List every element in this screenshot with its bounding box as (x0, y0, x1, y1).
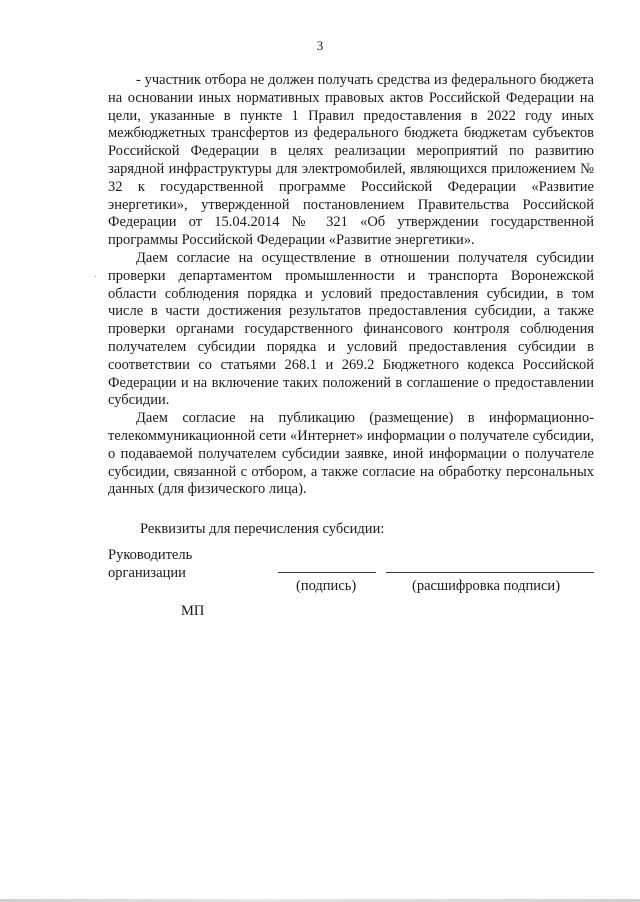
stamp-label: МП (181, 603, 205, 619)
paragraph-audit-consent: Даем согласие на осуществление в отношении получателя субсидии проверки департаментом промышленности и транспорта Воронежской области соблюдения порядка и условий предоставления субсидии, в том числе в части достижения результатов предоставления субсидии, а также проверки органами государственного финансового контроля соблюдения получателем субсидии порядка и условий предоставления субсидии в соответствии со статьями 268.1 и 269.2 Бюджетного кодекса Российской Федерации и на включение таких положений в соглашение о предоставлении субсидии. (108, 249, 594, 409)
signature-line (278, 572, 376, 573)
margin-mark (95, 276, 96, 277)
paragraph-publication-consent: Даем согласие на публикацию (размещение) в информационно-телекоммуникационной сети «Интернет» информации о получателе субсидии, о подаваемой получателем субсидии заявке, иной информации о получателе субсидии, связанной с отбором, а также согласие на обработку персональных данных (для физического лица). (108, 410, 594, 498)
head-of-organization-label: Руководитель организации (108, 547, 193, 581)
signature-transcript-caption: (расшифровка подписи) (412, 578, 561, 594)
signature-transcript-line (386, 572, 594, 573)
document-body (108, 72, 594, 499)
page-number: 3 (316, 38, 324, 53)
paragraph-participant-condition: - участник отбора не должен получать средства из федерального бюджета на основании иных нормативных правовых актов Российской Федерации на цели, указанные в пункте 1 Правил предоставления в 2022 году иных межбюджетных трансфертов из федерального бюджета бюджетам субъектов Российской Федерации в целях реализации мероприятий по развитию зарядной инфраструктуры для электромобилей, являющихся приложением № 32 к государственной программе Российской Федерации «Развитие энергетики», утвержденной постановлением Правительства Российской Федерации от 15.04.2014 № 321 «Об утверждении государственной программы Российской Федерации «Развитие энергетики». (108, 72, 594, 249)
signature-caption: (подпись) (296, 578, 357, 594)
requisites-label: Реквизиты для перечисления субсидии: (140, 521, 385, 537)
